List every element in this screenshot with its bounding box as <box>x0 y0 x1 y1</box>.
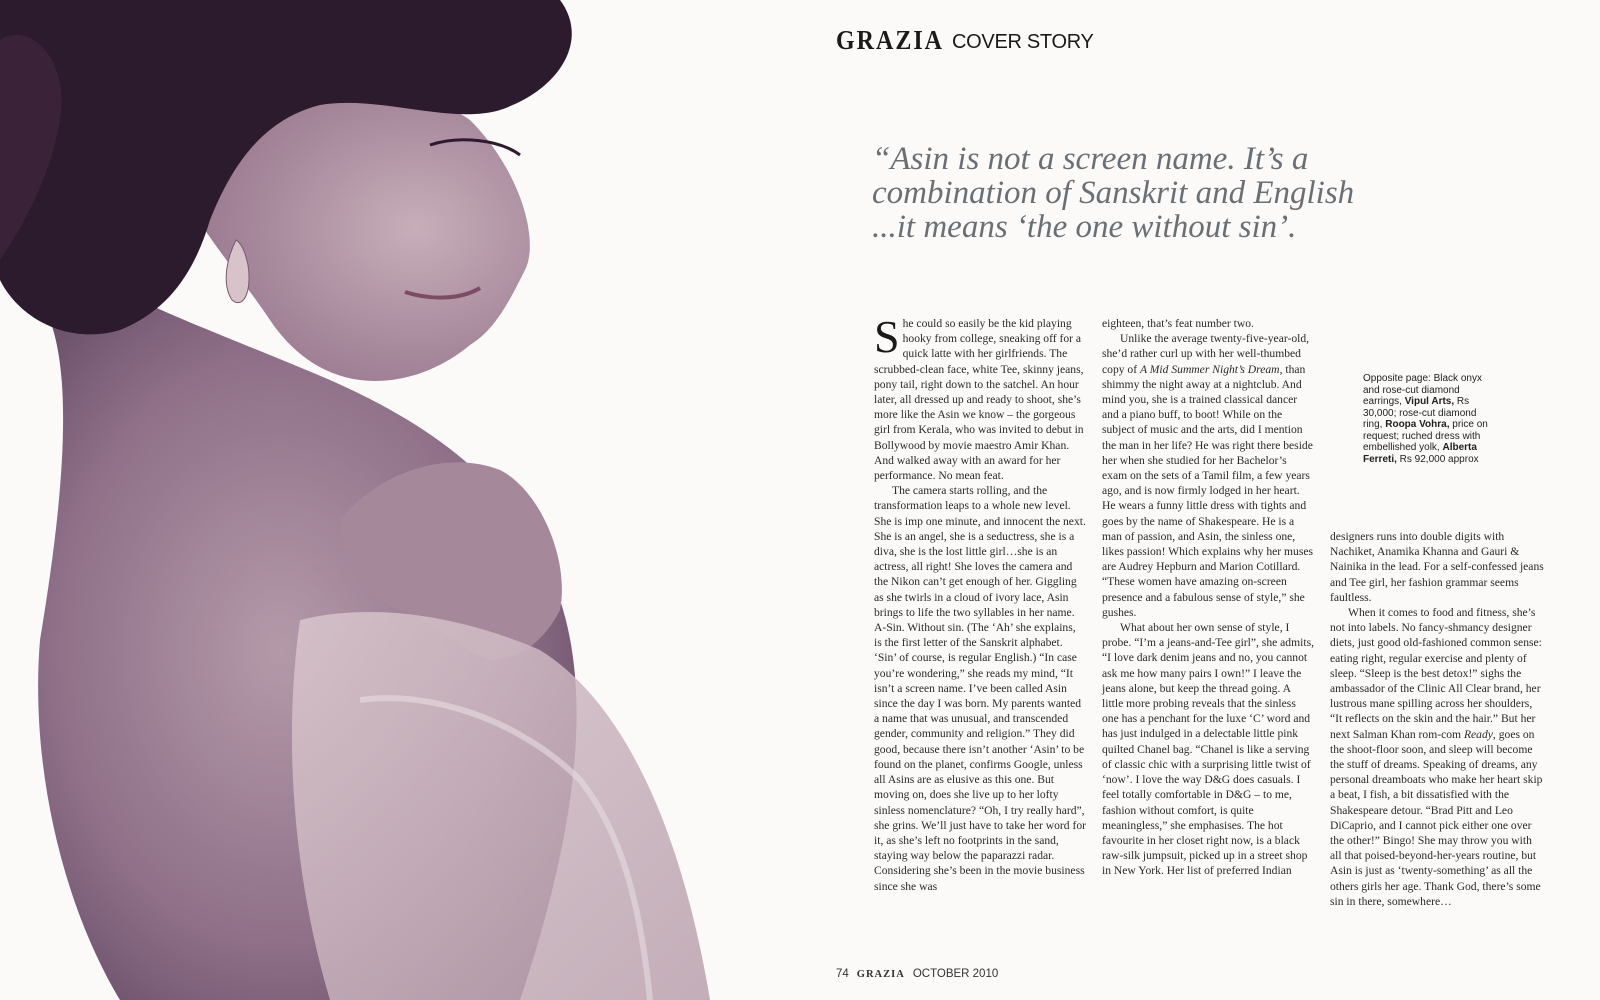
paragraph: What about her own sense of style, I probe. “I’m a jeans-and-Tee girl”, she admits, “I love dark denim jeans and no, you cannot ask me how many pairs I own!” I leave the jeans alone, but keep the thread going. A little more probing reveals that the sinless one has a penchant for the luxe ‘C’ word and has just indulged in a delectable little pink quilted Chanel bag. “Chanel is like a serving of classic chic with a surprising little twist of ‘now’. I love the way D&G does casuals. I feel totally comfortable in D&G – to me, fashion without comfort, is quite meaningless,” she emphasises. The hot favourite in her closet right now, is a black raw-silk jumpsuit, picked up in a street shop in New York. Her list of preferred Indian <box>1102 621 1314 878</box>
footer-brand: GRAZIA <box>856 969 905 980</box>
page-header <box>836 25 1094 56</box>
film-title: Ready <box>1463 727 1493 741</box>
paragraph: eighteen, that’s feat number two. <box>1102 317 1254 330</box>
section-title: COVER STORY <box>952 31 1094 53</box>
paragraph: She could so easily be the kid playing hooky from college, sneaking off for a quick latte with her girlfriends. The scrubbed-clean face, white Tee, skinny jeans, pony tail, right down to the satchel. An hour later, all dressed up and ready to shoot, she’s more like the Asin we know – the gorgeous girl from Kerala, who was invited to debut in Bollywood by movie maestro Amir Khan. And walked away with an award for her performance. No mean feat. <box>874 311 1084 483</box>
paragraph: When it comes to food and fitness, she’s not into labels. No fancy-shmancy designer diets, just good old-fashioned common sense: eating right, regular exercise and plenty of sleep. “Sleep is the best detox!” sighs the ambassador of the Clinic All Clear brand, her lustrous mane spilling across her shoulders, “It reflects on the skin and the hair.” But her next Salman Khan rom-com Ready, goes on the shoot-floor soon, and sleep will become the stuff of dreams. Speaking of dreams, any personal dreamboats who make her heart skip a beat, I fish, a bit dissatisfied with the Shakespeare detour. “Brad Pitt and Leo DiCaprio, and I cannot pick either one over the other!” Bingo! She may throw you with all that poised-beyond-her-years routine, but Asin is just as ‘twenty-something’ as all the others girls her age. Thank God, there’s some sin in there, somewhere… <box>1330 606 1543 908</box>
paragraph: designers runs into double digits with Nachiket, Anamika Khanna and Gauri & Nainika in the lead. For a self-confessed jeans and Tee girl, her fashion grammar seems faultless. <box>1330 530 1544 604</box>
pull-quote: “Asin is not a screen name. It’s a combination of Sanskrit and English ...it means ‘the one without sin’. <box>872 141 1355 245</box>
article-column-2 <box>1102 316 1314 879</box>
drop-cap: S <box>874 311 900 362</box>
paragraph: Unlike the average twenty-five-year-old, she’d rather curl up with her well-thumbed copy of A Mid Summer Night’s Dream, than shimmy the night away at a nightclub. And mind you, she is a trained classical dancer and a piano buff, to boot! While on the subject of music and the arts, did I mention the man in her life? He was right there beside her when she studied for her Bachelor’s exam on the sets of a Tamil film, a few years ago, and is now firmly lodged in her heart. He wears a funny little dress with tights and goes by the name of Shakespeare. He is a man of passion, and Asin, the sinless one, likes passion! Which explains why her muses are Audrey Hepburn and Marion Cotillard. “These women have amazing on-screen presence and a fabulous sense of style,” she gushes. <box>1102 332 1314 619</box>
issue-date: OCTOBER 2010 <box>912 968 999 980</box>
article-column-1 <box>874 311 1086 894</box>
paragraph: The camera starts rolling, and the transformation leaps to a whole new level. She is imp one minute, and innocent the next. She is an angel, she is a seductress, she is a diva, she is the lost little girl…she is an actress, all right! She loves the camera and the Nikon can’t get enough of her. Giggling as she twirls in a cloud of ivory lace, Asin brings to life the two syllables in her name. A-Sin. Without sin. (The ‘Ah’ she explains, is the first letter of the Sanskrit alphabet. ‘Sin’ of course, is regular English.) “In case you’re wondering,” she reads my mind, “It isn’t a screen name. I’ve been called Asin since the day I was born. My parents wanted a name that was unusual, and transcended gender, community and religion.” They did good, because there isn’t another ‘Asin’ to be found on the planet, confirms Google, unless all Asins are as elusive as this one. But moving on, does she live up to her lofty sinless nomenclature? “Oh, I try really hard”, she grins. We’ll just have to take her word for it, as she’s left no footprints in the sand, staying way below the paparazzi radar. Considering she’s been in the movie business since she was <box>874 484 1086 893</box>
photo-caption: Opposite page: Black onyx and rose-cut diamond earrings, Vipul Arts, Rs 30,000; rose-cut diamond ring, Roopa Vohra, price on request; ruched dress with embellished yolk, Alberta Ferreti, Rs 92,000 approx <box>1363 373 1488 465</box>
magazine-brand: GRAZIA <box>836 25 945 56</box>
portrait-illustration <box>0 0 740 1000</box>
article-column-3 <box>1330 529 1544 909</box>
page-number: 74 <box>836 968 849 980</box>
cover-photo <box>0 0 740 1000</box>
book-title: A Mid Summer Night’s Dream <box>1140 362 1280 376</box>
page-footer <box>836 968 998 980</box>
